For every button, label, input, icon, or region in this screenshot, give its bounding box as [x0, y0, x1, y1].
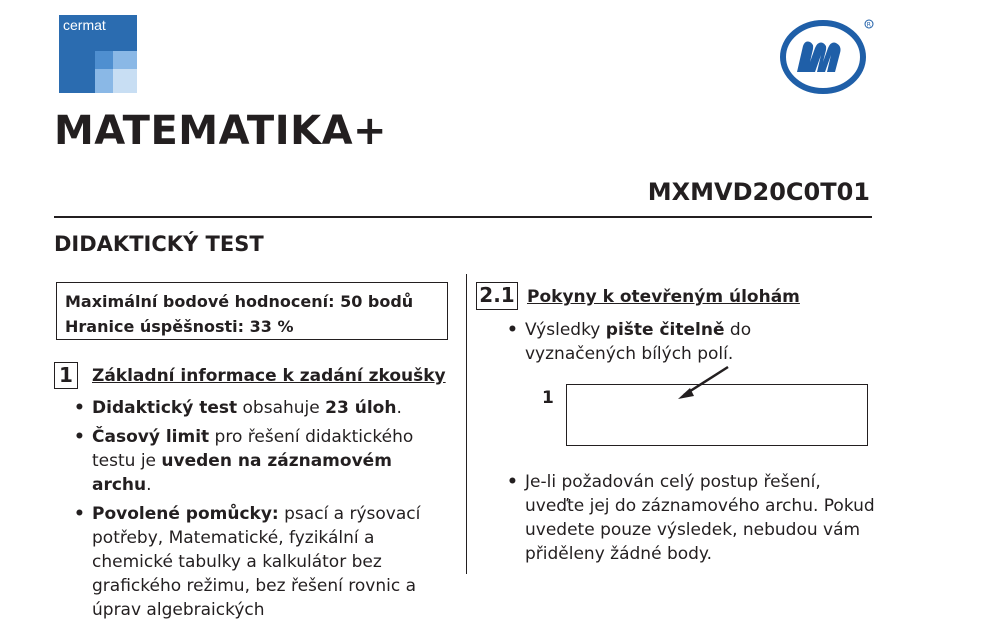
section-number: 2.1: [476, 282, 518, 310]
section-title: Základní informace k zadání zkoušky: [92, 366, 446, 386]
score-box: [56, 282, 448, 340]
info-bullet-list: [64, 396, 454, 627]
list-item: [497, 318, 862, 366]
text-run: uveden na záznamovém archu: [92, 451, 392, 495]
cermat-logo: [59, 15, 137, 93]
text-run: 23 úloh: [325, 398, 397, 418]
list-item: [64, 425, 454, 497]
pass-threshold-text: Hranice úspěšnosti: 33 %: [65, 317, 294, 336]
list-item: [64, 502, 454, 622]
instruction-list: [497, 318, 862, 366]
test-subtitle: DIDAKTICKÝ TEST: [54, 232, 264, 256]
page-title: MATEMATIKA+: [54, 108, 388, 154]
text-run: Povolené pomůcky:: [92, 504, 279, 524]
column-divider: [466, 274, 467, 574]
svg-text:R: R: [866, 21, 871, 29]
text-run: psací a rýsovací potřeby, Matematické, fyzikální a chemické tabulky a kalkulátor bez grafického režimu, bez řešení rovnic a úprav algebraických: [92, 504, 421, 620]
header-divider: [54, 216, 872, 218]
text-run: obsahuje: [237, 398, 326, 418]
max-score-text: Maximální bodové hodnocení: 50 bodů: [65, 292, 414, 311]
text-run: Je-li požadován celý postup řešení, uveďte jej do záznamového archu. Pokud uvedete pouze výsledek, nebudou vám přiděleny žádné body.: [525, 472, 875, 564]
test-code: MXMVD20C0T01: [647, 178, 870, 206]
logo-square: [113, 69, 137, 93]
text-run: .: [146, 475, 152, 495]
answer-example-label: 1: [542, 388, 554, 408]
logo-square: [113, 51, 137, 69]
logo-square: [95, 69, 113, 93]
text-run: .: [396, 398, 402, 418]
section-number: 1: [54, 362, 78, 389]
m-logo: [780, 15, 875, 95]
text-run: do vyznačených bílých polí.: [525, 320, 752, 364]
logo-square: [95, 51, 113, 69]
text-run: Časový limit: [92, 427, 210, 447]
arrow-icon: [670, 365, 735, 405]
list-item: [64, 396, 454, 420]
instruction-list: [497, 470, 877, 566]
section-title: Pokyny k otevřeným úlohám: [527, 287, 800, 307]
text-run: pro řešení didaktického testu je: [92, 427, 414, 471]
text-run: Výsledky: [525, 320, 606, 340]
text-run: Didaktický test: [92, 398, 238, 418]
text-run: pište čitelně: [605, 320, 725, 340]
logo-text: cermat: [63, 17, 106, 33]
list-item: [497, 470, 877, 566]
